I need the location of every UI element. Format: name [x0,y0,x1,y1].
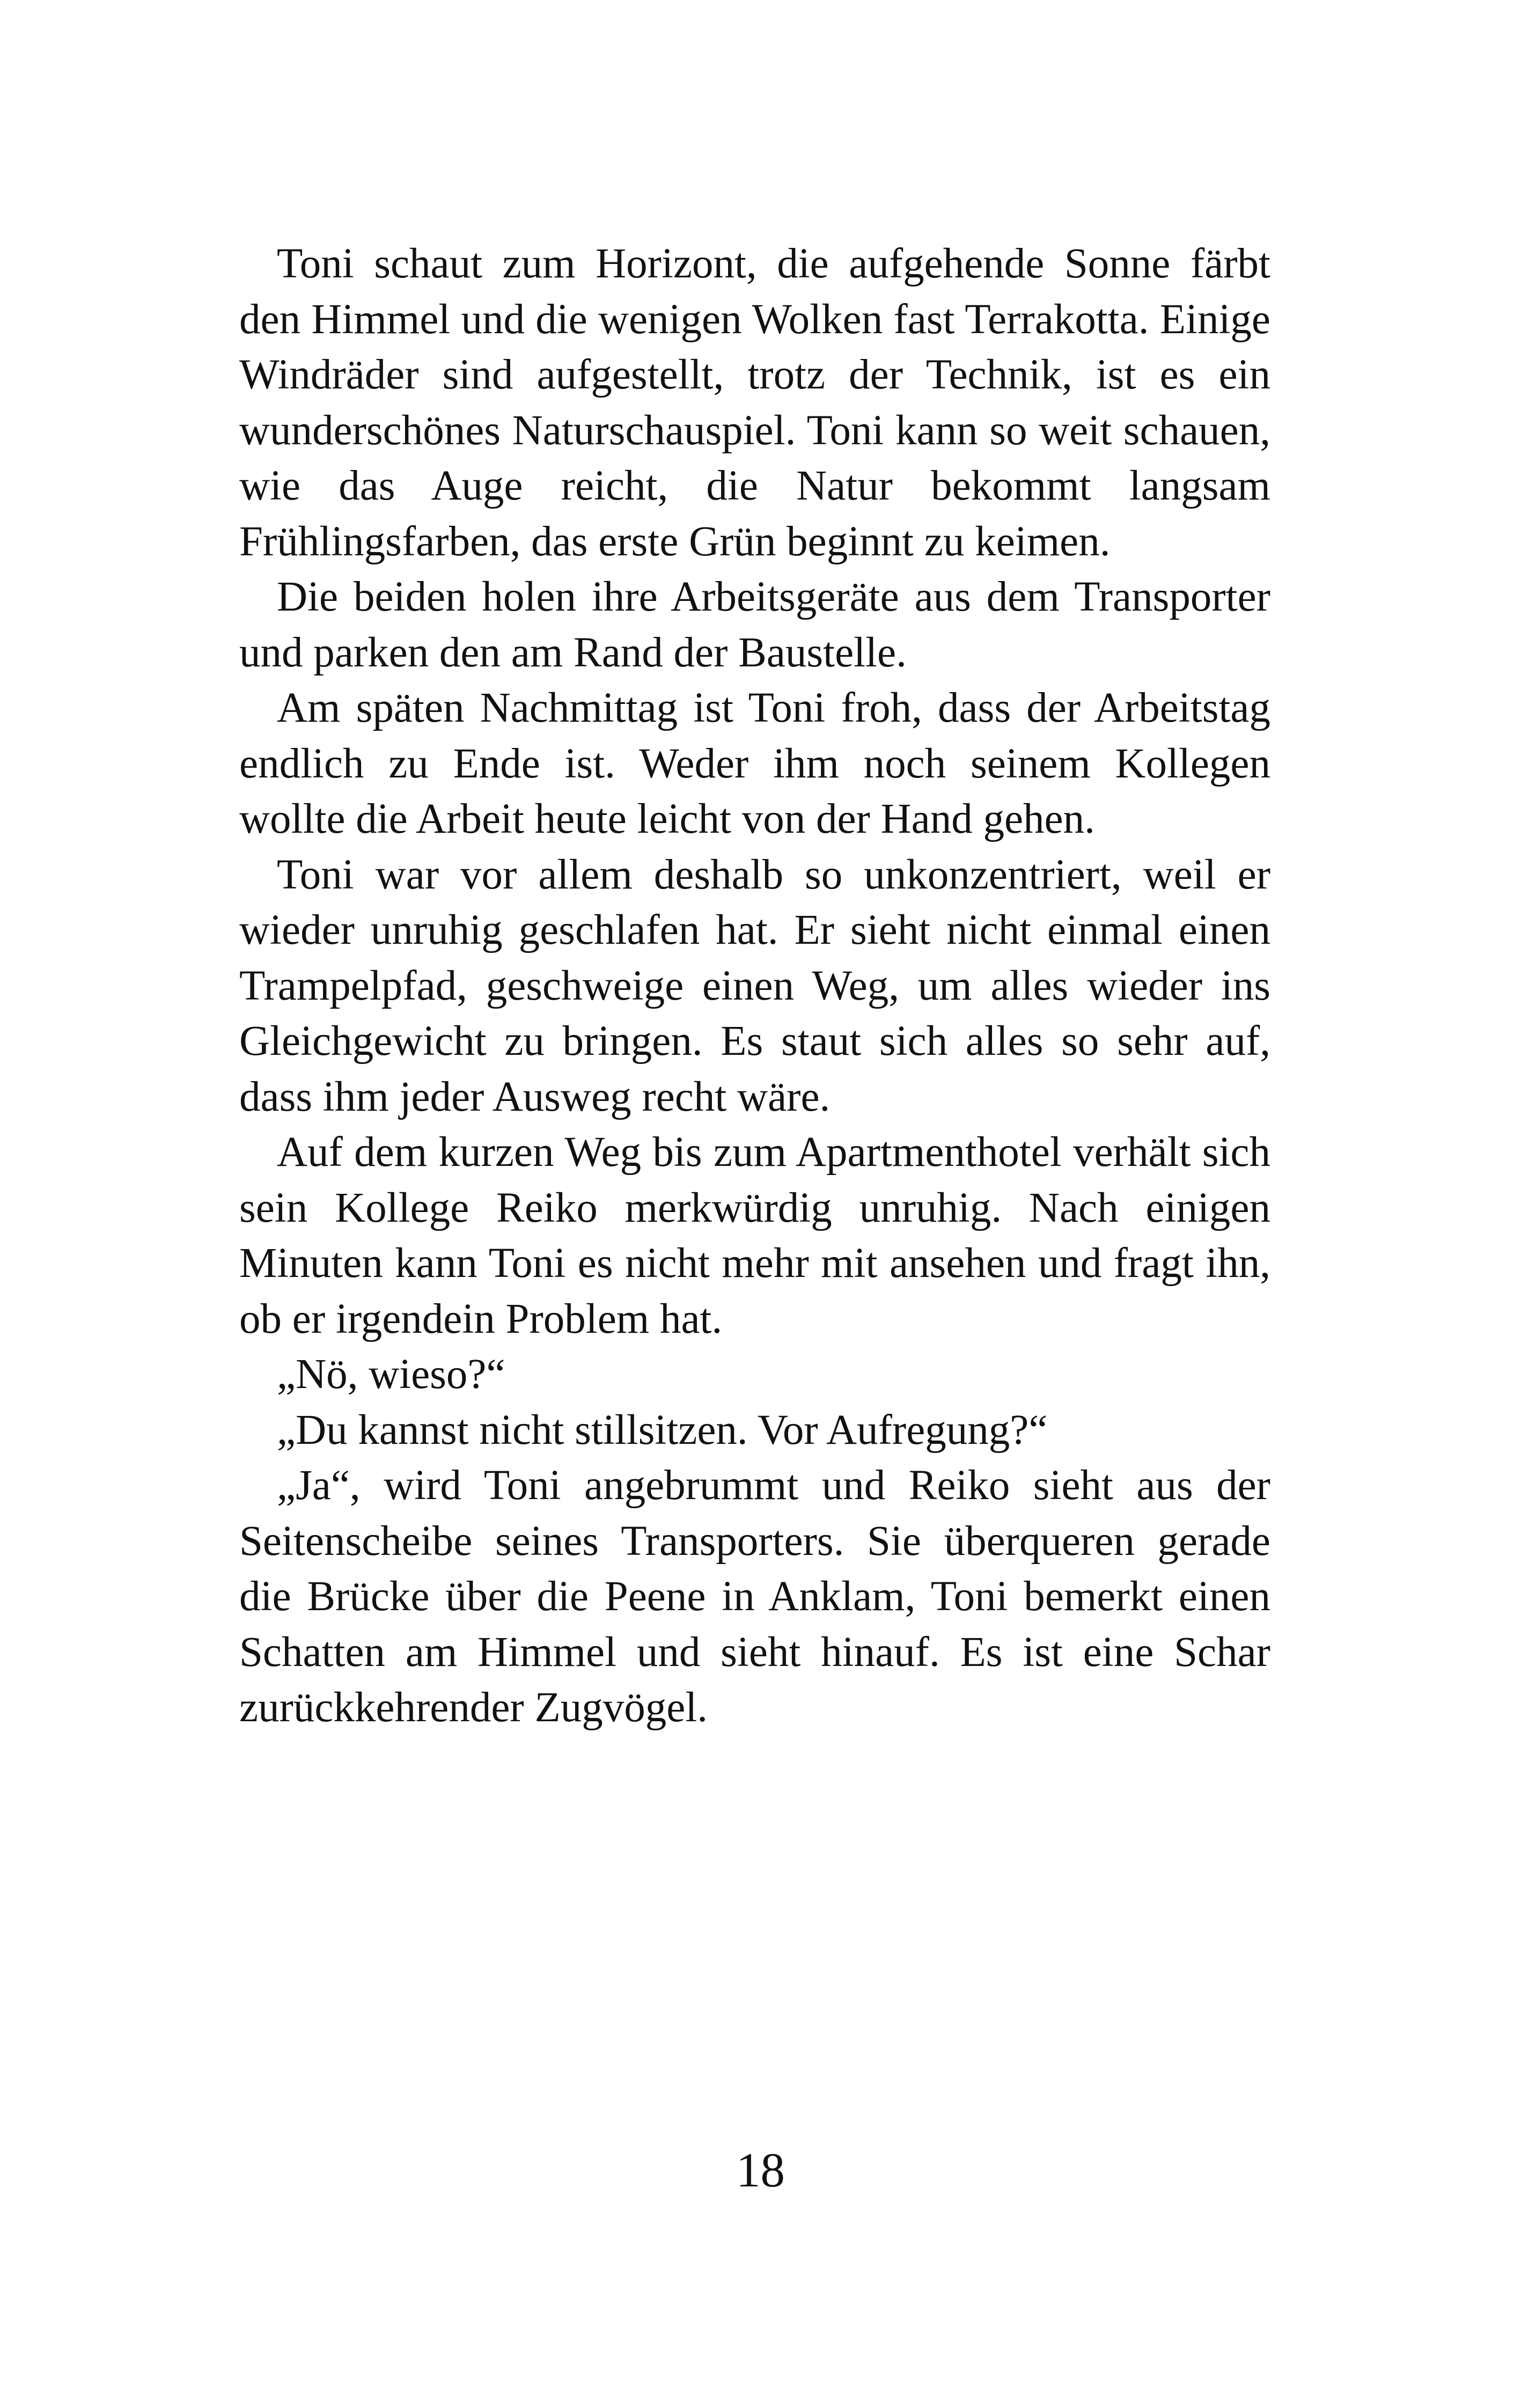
paragraph-4: Toni war vor allem deshalb so unkonzentriert, weil er wieder unruhig geschlafen hat. Er sieht nicht einmal einen Trampelpfad, geschweige einen Weg, um alles wieder ins Gleichgewicht zu bringen. Es staut sich alles so sehr auf, dass ihm jeder Ausweg recht wäre. [239,851,1270,1120]
paragraph-6: „Nö, wieso?“ [277,1351,505,1398]
paragraph-8: „Ja“, wird Toni angebrummt und Reiko sieht aus der Seitenscheibe seines Transporters. Sie überqueren gerade die Brücke über die Peene in Anklam, Toni bemerkt einen Schatten am Himmel und sieht hinauf. Es ist eine Schar zurückkehrender Zugvögel. [239,1462,1270,1731]
paragraph-5: Auf dem kurzen Weg bis zum Apartmenthotel verhält sich sein Kollege Reiko merkwürdig unruhig. Nach einigen Minuten kann Toni es nicht mehr mit ansehen und fragt ihn, ob er irgendein Problem hat. [239,1129,1270,1342]
paragraph-3: Am späten Nachmittag ist Toni froh, dass der Arbeitstag endlich zu Ende ist. Weder ihm noch seinem Kollegen wollte die Arbeit heute leicht von der Hand gehen. [239,685,1270,842]
paragraph-1: Toni schaut zum Horizont, die aufgehende Sonne färbt den Himmel und die wenigen Wolken fast Terrakotta. Einige Windräder sind aufgestellt, trotz der Technik, ist es ein wunderschönes Naturschauspiel. Toni kann so weit schauen, wie das Auge reicht, die Natur bekommt langsam Frühlingsfarben, das erste Grün beginnt zu keimen. [239,240,1270,565]
paragraph-2: Die beiden holen ihre Arbeitsgeräte aus dem Transporter und parken den am Rand der Baustelle. [239,574,1270,676]
paragraph-7: „Du kannst nicht stillsitzen. Vor Aufregung?“ [277,1406,1048,1453]
body-text [239,236,1270,1736]
page-number: 18 [736,2143,785,2197]
